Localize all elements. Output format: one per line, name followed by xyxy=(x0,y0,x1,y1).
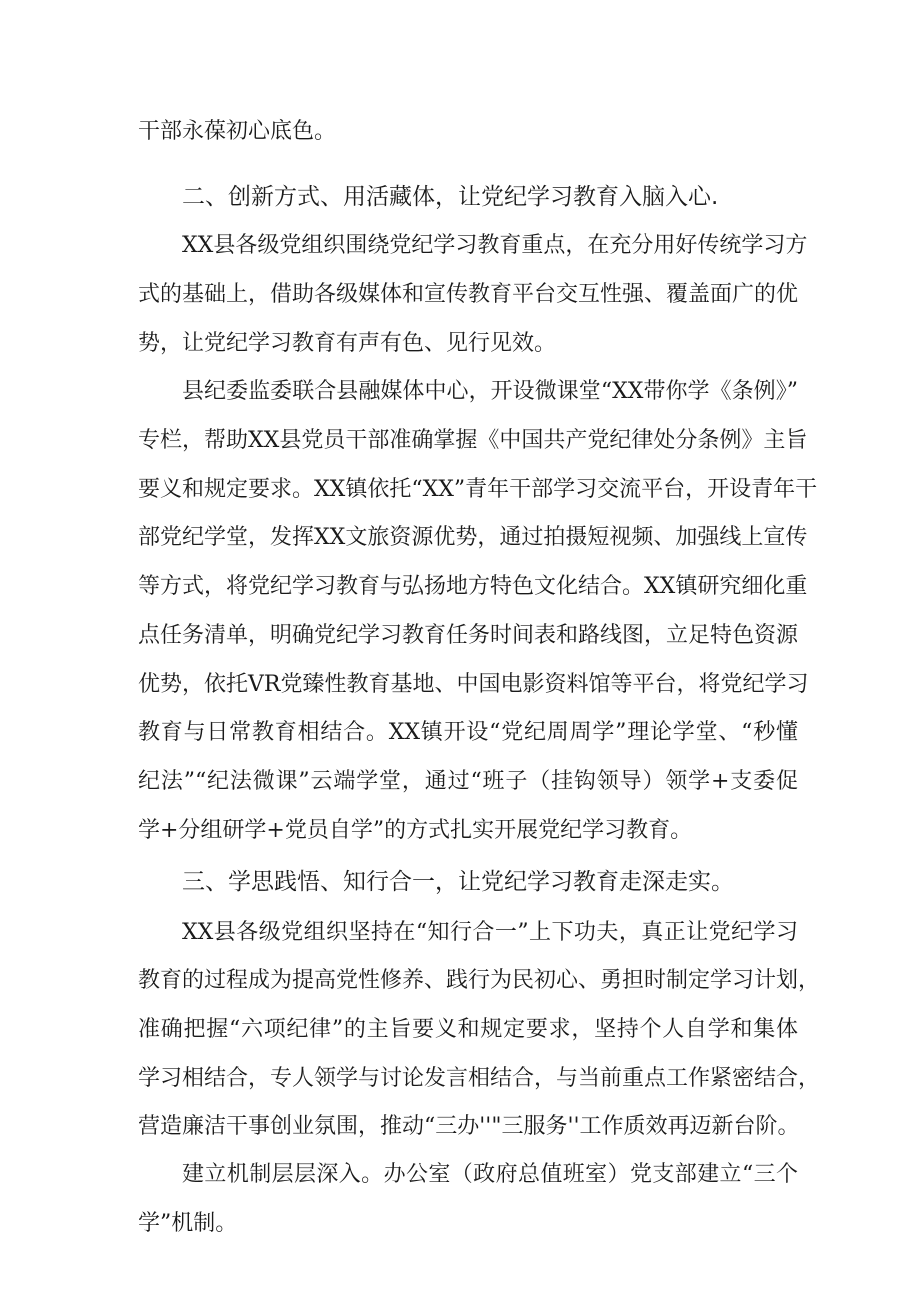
paragraph-line: 准确把握“六项纪律”的主旨要义和规定要求，坚持个人自学和集体 xyxy=(138,1017,798,1042)
paragraph-line: 等方式，将党纪学习教育与弘扬地方特色文化结合。XX镇研究细化重 xyxy=(138,574,808,599)
paragraph-line: 学+分组研学+党员自学”的方式扎实开展党纪学习教育。 xyxy=(138,818,693,843)
paragraph-line: 势，让党纪学习教育有声有色、见行见效。 xyxy=(138,331,557,356)
section-heading-2: 二、创新方式、用活藏体，让党纪学习教育入脑入心. xyxy=(182,184,719,210)
paragraph-line: XX县各级党组织坚持在“知行合一”上下功夫，真正让党纪学习 xyxy=(182,920,798,945)
paragraph-line: 部党纪学堂，发挥XX文旅资源优势，通过拍摄短视频、加强线上宣传 xyxy=(138,525,808,550)
paragraph-line: 教育的过程成为提高党性修养、践行为民初心、勇担时制定学习计划， xyxy=(138,968,821,993)
paragraph-line: 建立机制层层深入。办公室（政府总值班室）党支部建立“三个 xyxy=(182,1162,798,1187)
paragraph-line: 式的基础上，借助各级媒体和宣传教育平台交互性强、覆盖面广的优 xyxy=(138,282,799,307)
paragraph-line: 县纪委监委联合县融媒体中心，开设微课堂“XX带你学《条例》” xyxy=(182,379,798,404)
paragraph-line: XX县各级党组织围绕党纪学习教育重点，在充分用好传统学习方 xyxy=(182,233,808,258)
paragraph-line: 专栏，帮助XX县党员干部准确掌握《中国共产党纪律处分条例》主旨 xyxy=(138,428,808,453)
paragraph-line: 营造廉洁干事创业氛围，推动“三办''"三服务''工作质效再迈新台阶。 xyxy=(138,1114,800,1139)
paragraph-line: 学”机制。 xyxy=(138,1211,238,1236)
paragraph-continuation: 干部永葆初心底色。 xyxy=(138,119,337,144)
paragraph-line: 点任务清单，明确党纪学习教育任务时间表和路线图，立足特色资源 xyxy=(138,623,799,648)
paragraph-line: 学习相结合，专人领学与讨论发言相结合，与当前重点工作紧密结合， xyxy=(138,1066,821,1091)
paragraph-line: 优势，依托VR党臻性教育基地、中国电影资料馆等平台，将党纪学习 xyxy=(138,672,809,697)
paragraph-line: 要义和规定要求。XX镇依托“XX”青年干部学习交流平台，开设青年干 xyxy=(138,477,818,502)
section-heading-3: 三、学思践悟、知行合一，让党纪学习教育走深走实。 xyxy=(182,869,734,895)
paragraph-line: 教育与日常教育相结合。XX镇开设“党纪周周学”理论学堂、“秒懂 xyxy=(138,720,798,745)
paragraph-line: 纪法”“纪法微课”云端学堂，通过“班子（挂钩领导）领学+支委促 xyxy=(138,769,798,794)
